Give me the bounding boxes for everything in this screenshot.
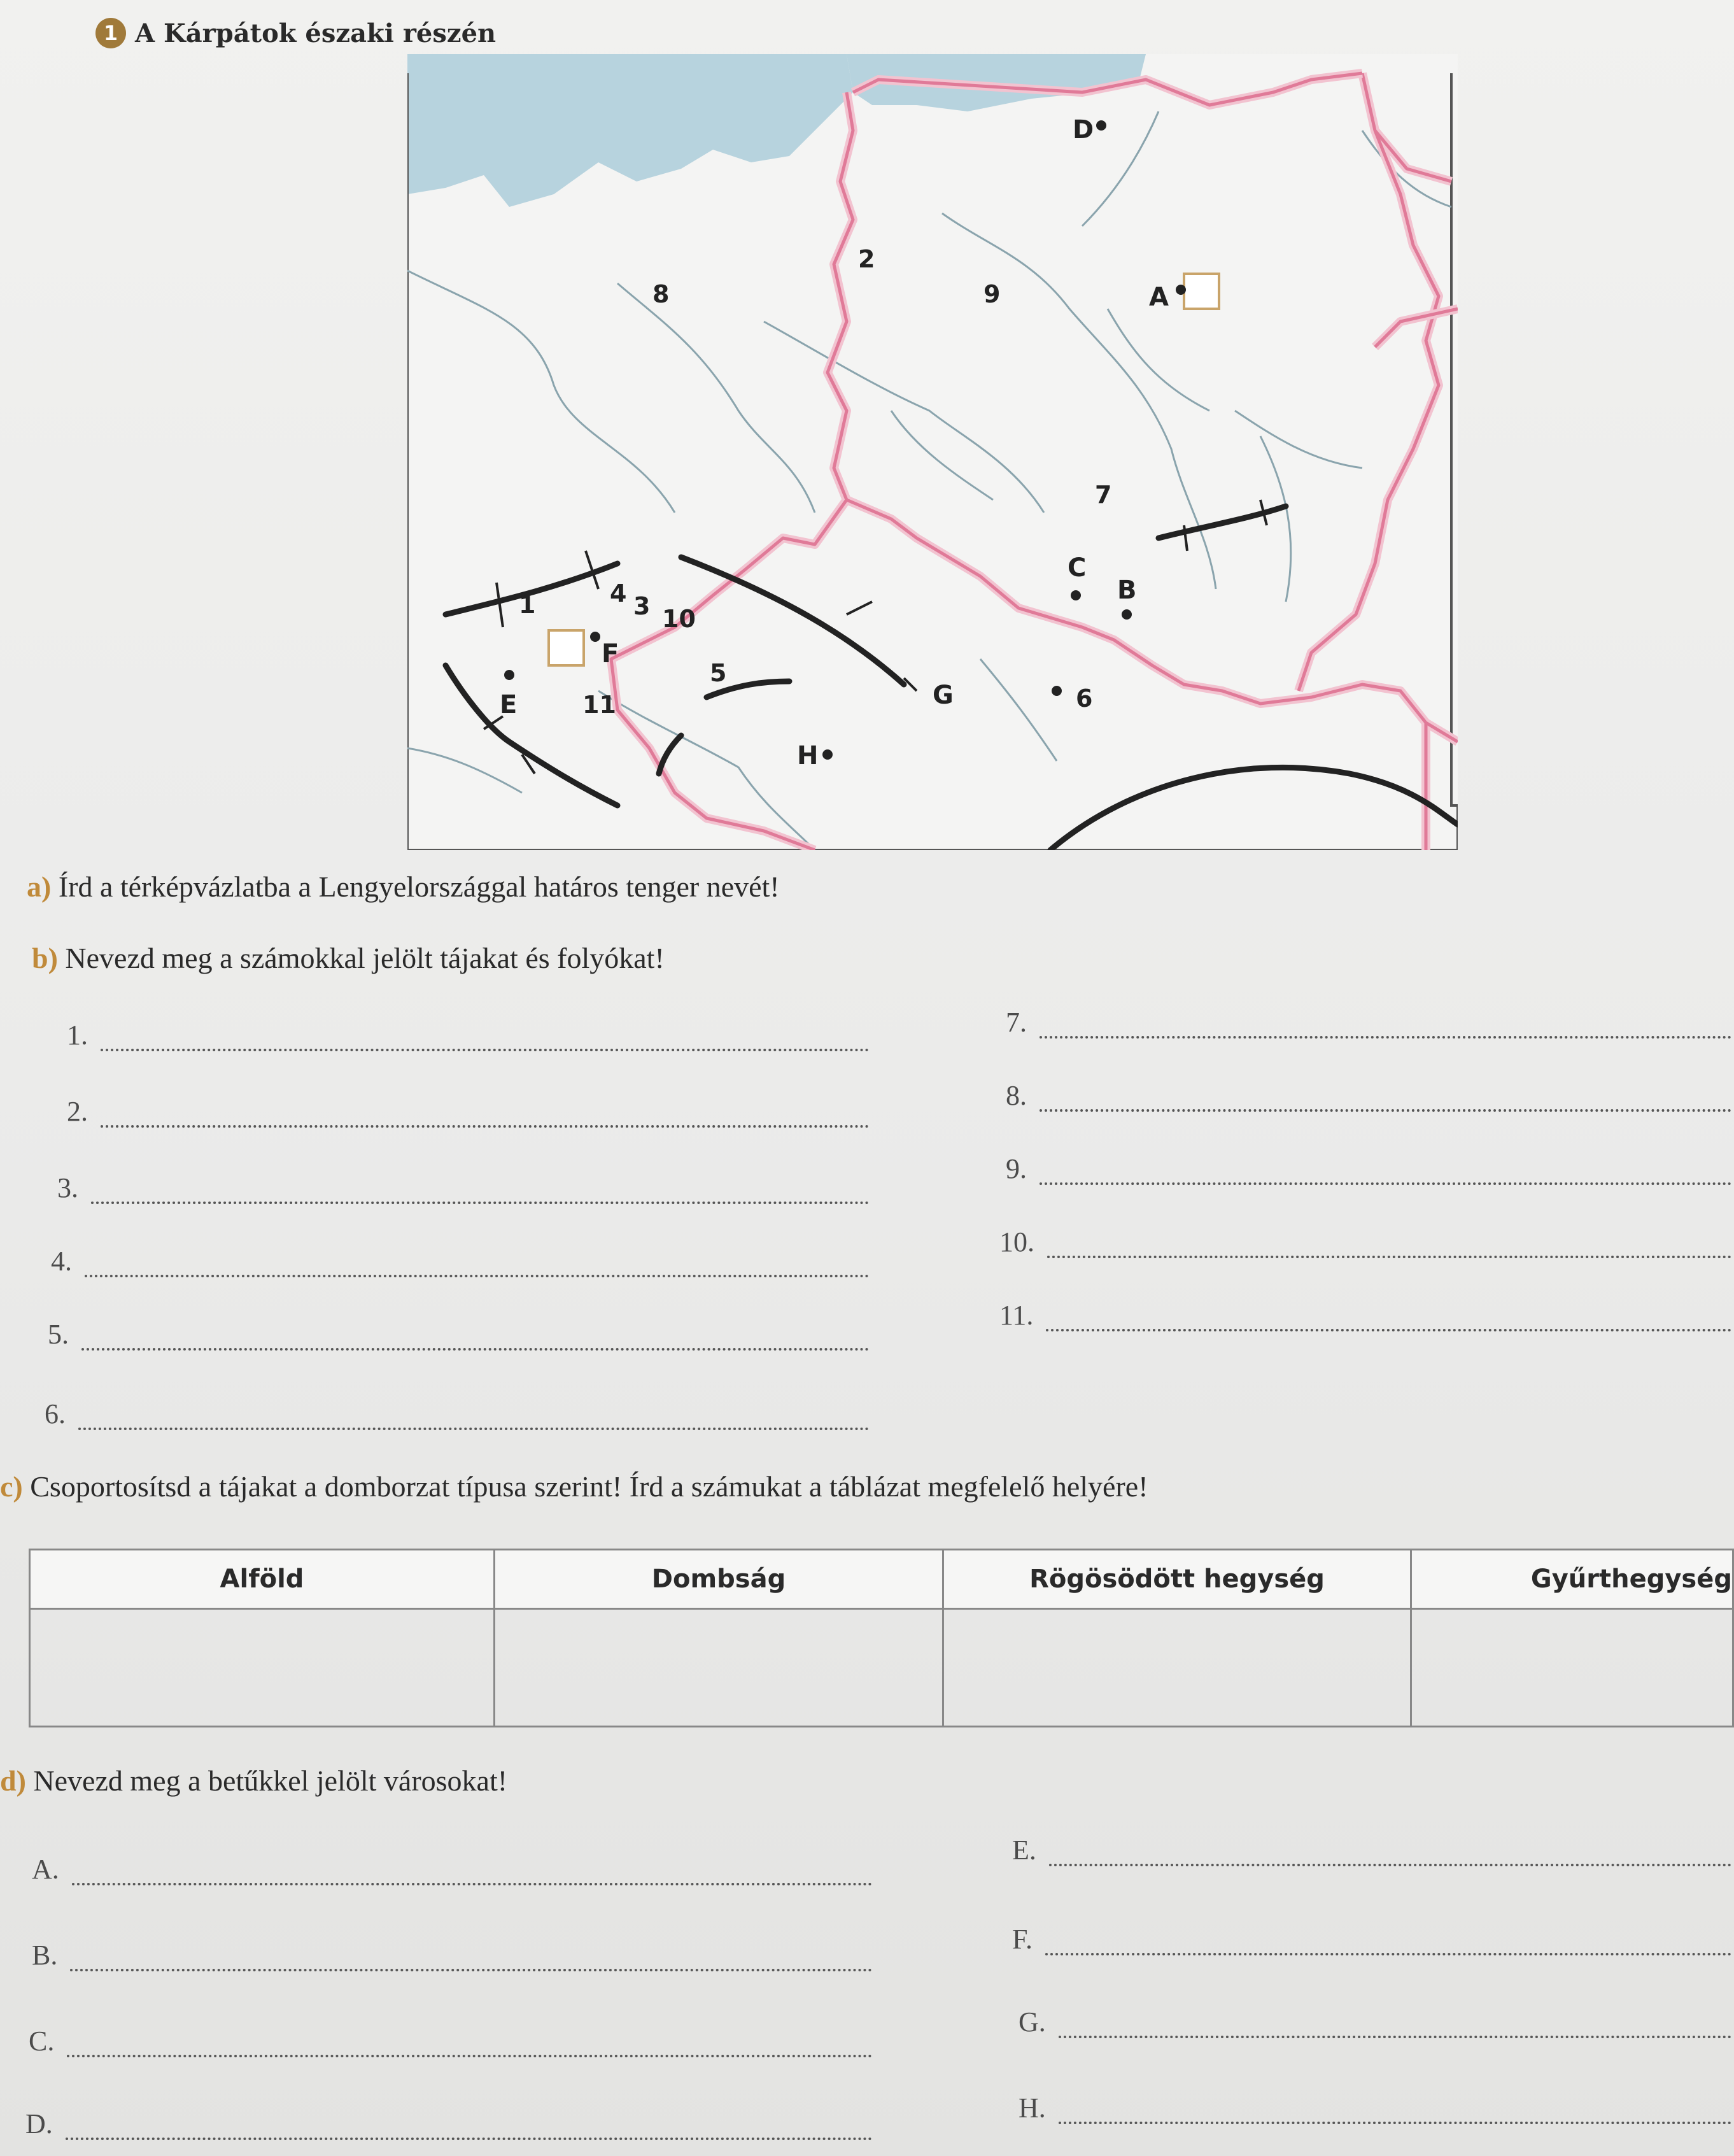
map-label-9: 9 (983, 280, 1001, 308)
capital-box-warsaw (1184, 274, 1219, 309)
answer-line-1[interactable] (67, 1019, 869, 1051)
map-label-2: 2 (858, 245, 875, 273)
city-label-g: G (933, 681, 954, 710)
answer-label-3: 3. (57, 1172, 78, 1203)
table-cell-rogosodott[interactable] (943, 1609, 1411, 1727)
task-c (0, 1470, 1148, 1503)
answer-line-5[interactable] (48, 1318, 869, 1351)
task-d (0, 1764, 507, 1798)
city-answer-label-d: D. (25, 2108, 53, 2139)
city-answer-blank-g[interactable] (1059, 2017, 1731, 2038)
task-a-letter: a) (27, 870, 52, 903)
answer-blank-9[interactable] (1040, 1163, 1731, 1185)
city-answer-blank-h[interactable] (1059, 2103, 1731, 2124)
answer-label-2: 2. (67, 1096, 88, 1127)
answer-line-10[interactable] (999, 1226, 1731, 1258)
answer-blank-10[interactable] (1047, 1237, 1731, 1258)
answer-label-9: 9. (1006, 1153, 1027, 1184)
map-label-6: 6 (1076, 684, 1093, 713)
city-answer-line-g[interactable] (1019, 2006, 1731, 2038)
landform-table (29, 1549, 1734, 1727)
city-answer-line-e[interactable] (1012, 1834, 1731, 1866)
city-label-b: B (1117, 576, 1137, 605)
table-cell-alfold[interactable] (30, 1609, 495, 1727)
table-header-rogosodott: Rögösödött hegység (943, 1550, 1411, 1609)
task-b (32, 941, 665, 975)
table-header-dombsag: Dombság (495, 1550, 943, 1609)
table-cell-gyurthegyseg[interactable] (1411, 1609, 1733, 1727)
city-answer-line-f[interactable] (1012, 1923, 1731, 1955)
map-label-4: 4 (610, 579, 627, 607)
answer-blank-7[interactable] (1040, 1017, 1731, 1039)
map-label-5: 5 (710, 659, 727, 687)
capital-box-prague (549, 630, 584, 665)
city-label-c: C (1068, 553, 1087, 583)
city-answer-line-h[interactable] (1019, 2092, 1731, 2124)
city-answer-line-b[interactable] (32, 1939, 872, 1971)
task-a (27, 870, 780, 904)
answer-line-8[interactable] (1006, 1079, 1731, 1112)
answer-label-1: 1. (67, 1019, 88, 1051)
answer-line-9[interactable] (1006, 1152, 1731, 1185)
city-answer-label-a: A. (32, 1854, 59, 1885)
city-answer-label-b: B. (32, 1940, 58, 1971)
city-label-h: H (797, 741, 819, 770)
exercise-title: A Kárpátok északi részén (135, 18, 497, 48)
task-b-letter: b) (32, 942, 58, 974)
map-sketch (407, 54, 1458, 850)
city-answer-label-e: E. (1012, 1834, 1036, 1866)
city-answer-label-f: F. (1012, 1924, 1033, 1955)
answer-label-7: 7. (1006, 1007, 1027, 1038)
answer-line-7[interactable] (1006, 1006, 1731, 1039)
city-answer-label-h: H. (1019, 2092, 1046, 2124)
answer-blank-4[interactable] (85, 1256, 869, 1277)
city-answer-label-c: C. (29, 2025, 55, 2057)
answer-line-6[interactable] (45, 1398, 869, 1430)
task-b-text: Nevezd meg a számokkal jelölt tájakat és folyókat! (65, 942, 665, 974)
city-label-d: D (1073, 115, 1094, 145)
city-answer-label-g: G. (1019, 2006, 1046, 2038)
task-d-text: Nevezd meg a betűkkel jelölt városokat! (33, 1764, 508, 1797)
answer-blank-5[interactable] (81, 1329, 869, 1351)
map-label-7: 7 (1095, 481, 1112, 509)
answer-label-4: 4. (51, 1245, 72, 1277)
table-header-alfold: Alföld (30, 1550, 495, 1609)
task-c-letter: c) (0, 1470, 23, 1503)
exercise-header (95, 18, 496, 48)
answer-blank-6[interactable] (78, 1408, 869, 1430)
task-a-text: Írd a térképvázlatba a Lengyelországgal határos tenger nevét! (58, 870, 780, 903)
city-answer-blank-b[interactable] (70, 1950, 872, 1971)
exercise-number-badge: 1 (95, 18, 126, 48)
task-c-text: Csoportosítsd a tájakat a domborzat típusa szerint! Írd a számukat a táblázat megfelelő helyére! (30, 1470, 1148, 1503)
answer-line-4[interactable] (51, 1245, 869, 1277)
answer-blank-11[interactable] (1046, 1310, 1731, 1331)
answer-line-2[interactable] (67, 1095, 869, 1128)
city-answer-line-a[interactable] (32, 1853, 872, 1885)
answer-line-3[interactable] (57, 1172, 869, 1204)
answer-label-6: 6. (45, 1398, 66, 1429)
answer-blank-3[interactable] (91, 1182, 869, 1204)
answer-line-11[interactable] (999, 1299, 1731, 1331)
city-answer-line-d[interactable] (25, 2108, 872, 2140)
city-answer-line-c[interactable] (29, 2025, 872, 2057)
task-d-letter: d) (0, 1764, 26, 1797)
city-answer-blank-f[interactable] (1045, 1934, 1731, 1955)
answer-blank-8[interactable] (1040, 1090, 1731, 1112)
table-cell-dombsag[interactable] (495, 1609, 943, 1727)
answer-label-10: 10. (999, 1226, 1034, 1258)
map-label-11: 11 (582, 691, 616, 719)
city-answer-blank-a[interactable] (72, 1864, 872, 1885)
answer-label-11: 11. (999, 1300, 1034, 1331)
answer-blank-2[interactable] (101, 1106, 869, 1128)
map-label-1: 1 (519, 591, 536, 619)
city-answer-blank-e[interactable] (1049, 1845, 1731, 1866)
map-label-10: 10 (662, 605, 696, 633)
answer-blank-1[interactable] (101, 1030, 869, 1051)
city-label-a: A (1149, 283, 1169, 312)
city-label-f: F (602, 639, 619, 669)
map-label-8: 8 (652, 280, 670, 308)
city-answer-blank-c[interactable] (67, 2036, 872, 2057)
answer-label-5: 5. (48, 1319, 69, 1350)
table-header-gyurthegyseg: Gyűrthegység (1411, 1550, 1733, 1609)
answer-label-8: 8. (1006, 1080, 1027, 1111)
map-label-3: 3 (633, 592, 651, 620)
city-label-e: E (500, 690, 518, 720)
city-answer-blank-d[interactable] (66, 2118, 872, 2140)
